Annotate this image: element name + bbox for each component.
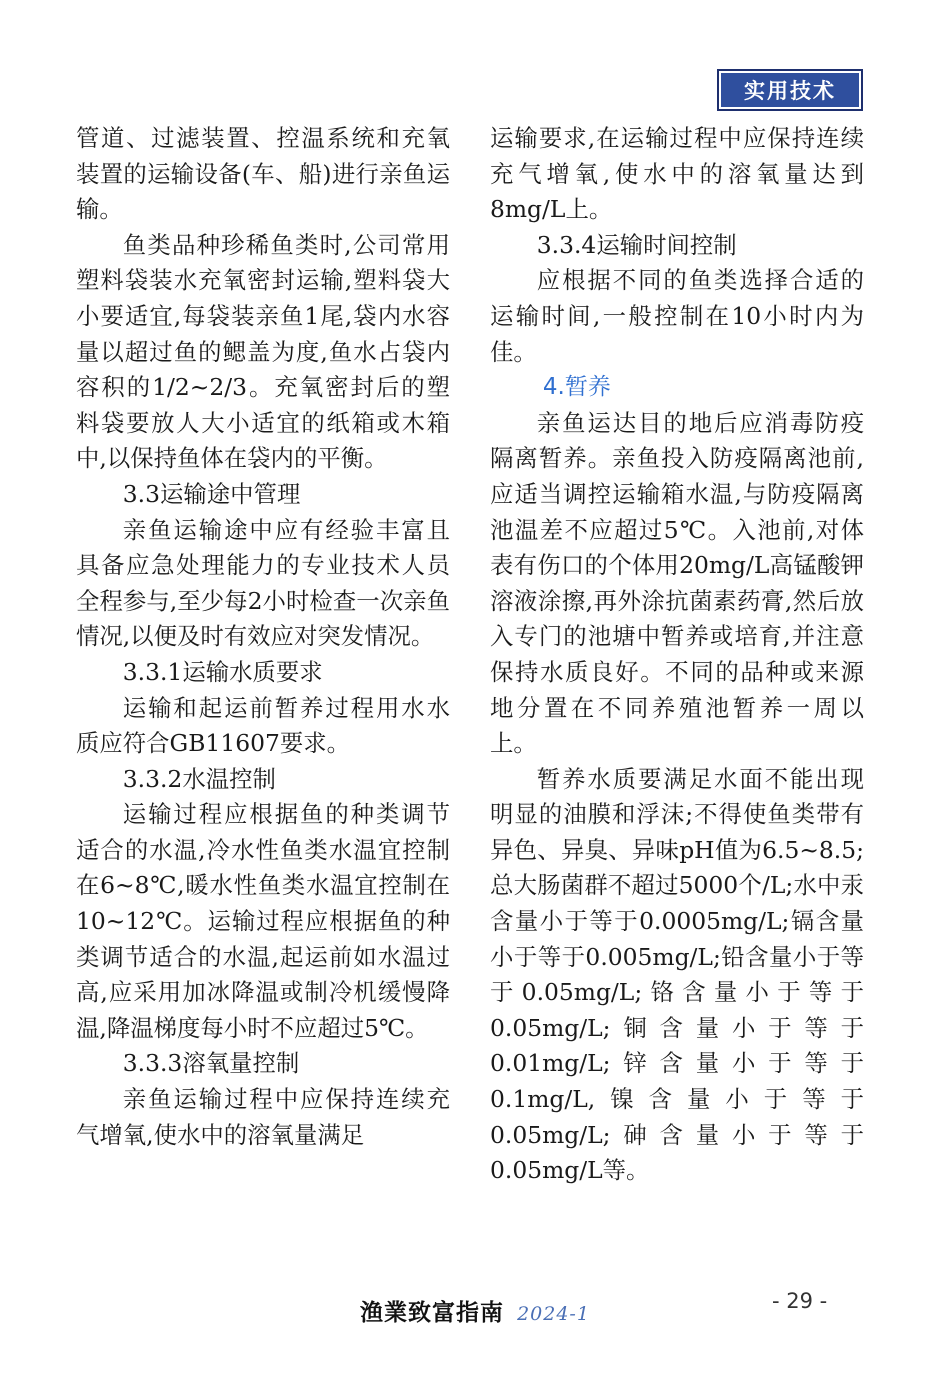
paragraph: 亲鱼运输途中应有经验丰富且具备应急处理能力的专业技术人员全程参与,至少每2小时检查一次亲鱼情况,以便及时有效应对突发情况。: [76, 515, 450, 651]
subheading: 3.3.2水温控制: [122, 764, 276, 793]
paragraph: 管道、过滤装置、控温系统和充氧装置的运输设备(车、船)进行亲鱼运输。: [76, 124, 450, 224]
section-badge: 实用技术: [717, 69, 863, 111]
paragraph: 亲鱼运输过程中应保持连续充气增氧,使水中的溶氧量满足: [76, 1085, 450, 1149]
paragraph: 暂养水质要满足水面不能出现明显的油膜和浮沫;不得使鱼类带有异色、异臭、异味pH值为6.5~8.5;总大肠菌群不超过5000个/L;水中汞含量小于等于0.0005mg/L;镉含量小于等于0.005mg/L;铅含量小于等于0.05mg/L;铬含量小于等于0.05mg/L;铜含量小于等于0.01mg/L;锌含量小于等于0.1mg/L,镍含量小于等于0.05mg/L;砷含量小于等于0.05mg/L等。: [490, 764, 864, 1185]
journal-name: 渔業致富指南: [360, 1299, 505, 1326]
paragraph: 应根据不同的鱼类选择合适的运输时间,一般控制在10小时内为佳。: [490, 266, 864, 366]
subheading: 3.3运输途中管理: [122, 479, 301, 508]
issue-number: 2024-1: [517, 1303, 590, 1325]
paragraph: 运输过程应根据鱼的种类调节适合的水温,冷水性鱼类水温宜控制在6~8℃,暖水性鱼类水温宜控制在10~12℃。运输过程应根据鱼的种类调节适合的水温,起运前如水温过高,应采用加冰降温或制冷机缓慢降温,降温梯度每小时不应超过5℃。: [76, 800, 450, 1042]
subheading: 3.3.4运输时间控制: [536, 230, 737, 259]
left-column: [76, 121, 450, 1153]
paragraph: 鱼类品种珍稀鱼类时,公司常用塑料袋装水充氧密封运输,塑料袋大小要适宜,每袋装亲鱼1尾,袋内水容量以超过鱼的鳃盖为度,鱼水占袋内容积的1/2~2/3。充氧密封后的塑料袋要放人大小适宜的纸箱或木箱中,以保持鱼体在袋内的平衡。: [76, 230, 450, 473]
paragraph: 运输要求,在运输过程中应保持连续充气增氧,使水中的溶氧量达到8mg/L上。: [490, 124, 864, 224]
paragraph: 亲鱼运达目的地后应消毒防疫隔离暂养。亲鱼投入防疫隔离池前,应适当调控运输箱水温,与防疫隔离池温差不应超过5℃。入池前,对体表有伤口的个体用20mg/L高锰酸钾溶液涂擦,再外涂抗菌素药膏,然后放入专门的池塘中暂养或培育,并注意保持水质良好。不同的品种或来源地分置在不同养殖池暂养一周以上。: [490, 408, 864, 758]
subheading: 3.3.1运输水质要求: [122, 657, 323, 686]
section-heading: 4.暂养: [542, 374, 611, 401]
right-column: [490, 121, 864, 1189]
paragraph: 运输和起运前暂养过程用水水质应符合GB11607要求。: [76, 693, 450, 758]
subheading: 3.3.3溶氧量控制: [122, 1049, 300, 1078]
page-number: - 29 -: [772, 1289, 828, 1313]
